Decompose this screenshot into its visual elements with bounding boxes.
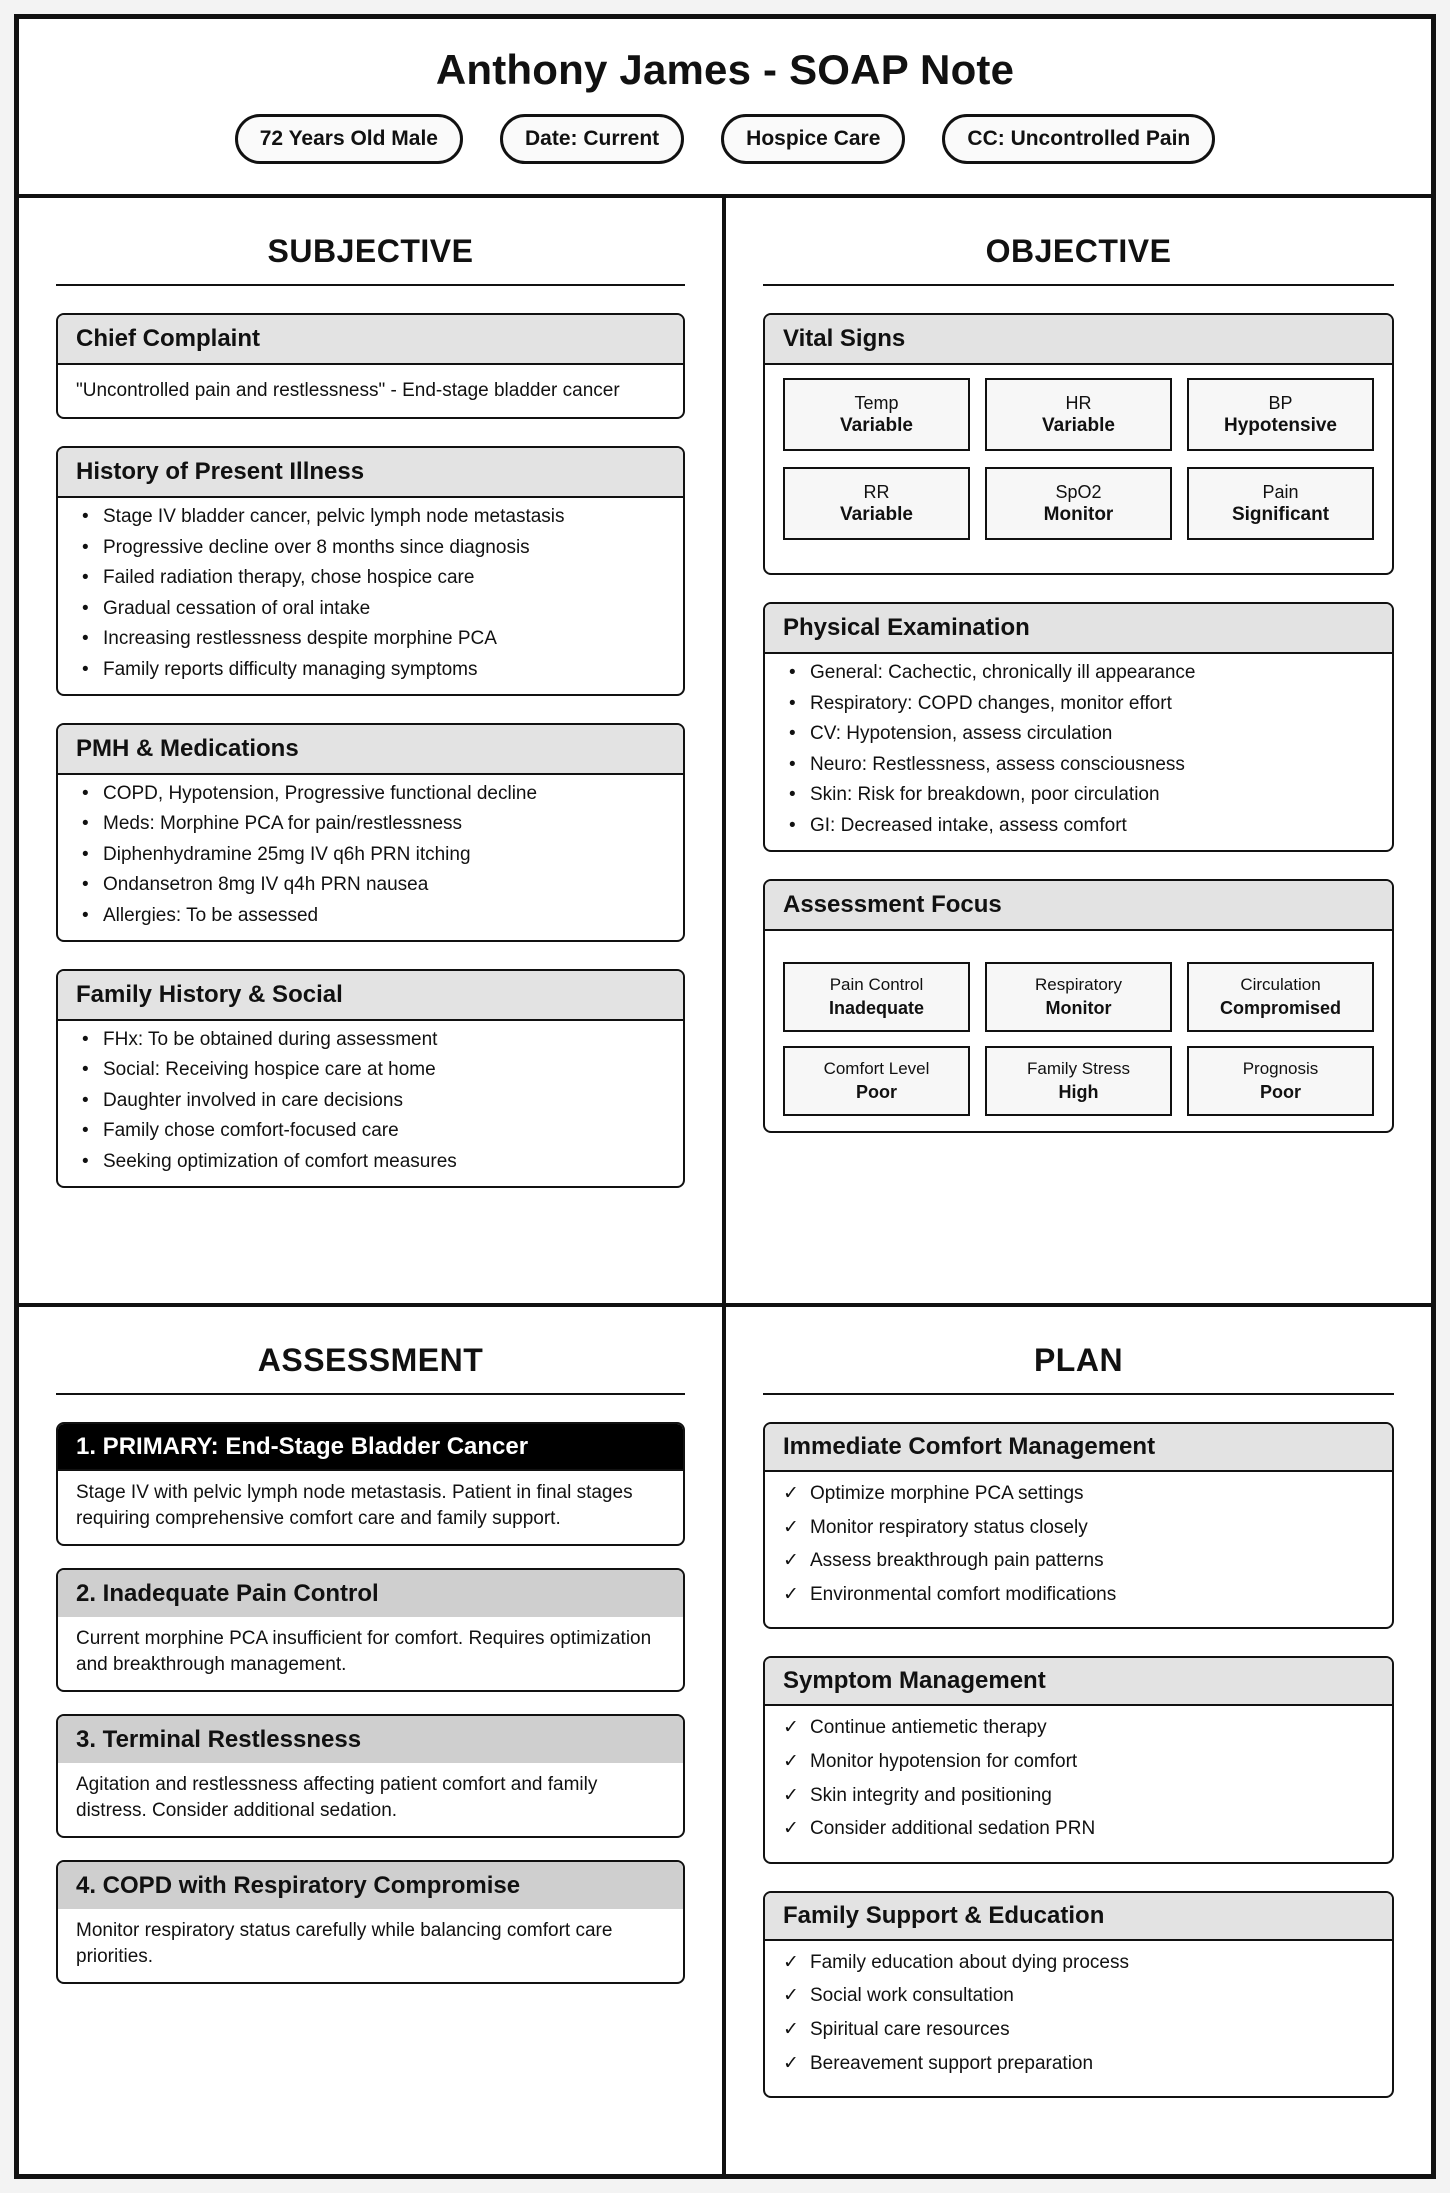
item-text: Social work consultation bbox=[810, 1985, 1014, 2007]
plan-heading: Family Support & Education bbox=[765, 1893, 1392, 1941]
check-icon: ✓ bbox=[783, 2052, 799, 2074]
tile-label: Temp bbox=[854, 392, 899, 413]
diagnosis-heading: 1. PRIMARY: End-Stage Bladder Cancer bbox=[58, 1424, 683, 1471]
tile-label: Pain bbox=[1262, 481, 1299, 502]
list-item: • CV: Hypotension, assess circulation bbox=[783, 719, 1374, 750]
list-item: • Progressive decline over 8 months since diagnosis bbox=[76, 533, 665, 564]
diagnosis-card bbox=[56, 1714, 685, 1838]
list-item: • Family chose comfort-focused care bbox=[76, 1116, 665, 1147]
tile-label: SpO2 bbox=[1055, 481, 1102, 502]
age-sex-pill: 72 Years Old Male bbox=[235, 114, 463, 164]
list-item: • General: Cachectic, chronically ill appearance bbox=[783, 658, 1374, 689]
tile-label: RR bbox=[863, 481, 890, 502]
focus-tile-pain-control bbox=[783, 962, 970, 1032]
page-title: Anthony James - SOAP Note bbox=[435, 46, 1015, 93]
plan-heading: Immediate Comfort Management bbox=[765, 1424, 1392, 1472]
focus-tile-family-stress bbox=[985, 1046, 1172, 1116]
family-social-list bbox=[76, 1025, 665, 1178]
list-item bbox=[783, 2047, 1374, 2081]
tile-value: Variable bbox=[1042, 414, 1115, 436]
soap-grid bbox=[19, 198, 1431, 2174]
tile-label: Circulation bbox=[1240, 974, 1321, 994]
check-icon: ✓ bbox=[783, 1483, 799, 1504]
check-icon: ✓ bbox=[783, 1516, 799, 1538]
list-item: • Neuro: Restlessness, assess consciousness bbox=[783, 750, 1374, 781]
vital-tile-rr bbox=[783, 467, 970, 540]
chief-complaint-pill: CC: Uncontrolled Pain bbox=[942, 114, 1215, 164]
list-item bbox=[783, 1711, 1374, 1745]
diagnosis-heading: 3. Terminal Restlessness bbox=[58, 1716, 683, 1763]
vital-tile-spo2 bbox=[985, 467, 1172, 540]
vital-tile-pain bbox=[1187, 467, 1374, 540]
tile-value: Variable bbox=[840, 414, 913, 436]
check-icon: ✓ bbox=[783, 1717, 799, 1739]
list-item: • Respiratory: COPD changes, monitor effort bbox=[783, 689, 1374, 720]
list-item: • Family reports difficulty managing symptoms bbox=[76, 655, 665, 686]
note-header bbox=[19, 19, 1431, 198]
assessment-focus-heading: Assessment Focus bbox=[765, 881, 1392, 931]
diagnosis-heading: 2. Inadequate Pain Control bbox=[58, 1570, 683, 1617]
list-item bbox=[783, 1745, 1374, 1779]
check-icon: ✓ bbox=[783, 2018, 799, 2040]
list-item bbox=[783, 1578, 1374, 1612]
list-item: • COPD, Hypotension, Progressive functional decline bbox=[76, 779, 665, 810]
list-item: • Ondansetron 8mg IV q4h PRN nausea bbox=[76, 870, 665, 901]
tile-value: Hypotensive bbox=[1224, 414, 1337, 436]
list-item bbox=[783, 1544, 1374, 1578]
plan-list bbox=[783, 1477, 1374, 1611]
item-text: Assess breakthrough pain patterns bbox=[810, 1550, 1104, 1572]
diagnosis-card bbox=[56, 1568, 685, 1692]
objective-title: OBJECTIVE bbox=[763, 233, 1394, 286]
check-icon: ✓ bbox=[783, 1818, 799, 1840]
item-text: Continue antiemetic therapy bbox=[810, 1717, 1047, 1739]
item-text: Consider additional sedation PRN bbox=[810, 1818, 1096, 1840]
pmh-heading: PMH & Medications bbox=[58, 725, 683, 775]
list-item: • Social: Receiving hospice care at home bbox=[76, 1055, 665, 1086]
tile-value: Poor bbox=[1259, 1081, 1301, 1102]
list-item bbox=[783, 2013, 1374, 2047]
plan-card-symptoms bbox=[763, 1656, 1394, 1863]
item-text: Bereavement support preparation bbox=[810, 2052, 1094, 2074]
list-item: • Daughter involved in care decisions bbox=[76, 1086, 665, 1117]
item-text: Spiritual care resources bbox=[810, 2018, 1010, 2040]
vital-tile-bp bbox=[1187, 378, 1374, 451]
soap-note-page bbox=[14, 14, 1436, 2179]
item-text: Environmental comfort modifications bbox=[810, 1583, 1117, 1605]
plan-card-family bbox=[763, 1891, 1394, 2098]
tile-value: Inadequate bbox=[828, 997, 925, 1018]
chief-complaint-text: "Uncontrolled pain and restlessness" - End-stage bladder cancer bbox=[76, 380, 620, 401]
assessment-focus-card bbox=[763, 879, 1394, 1133]
list-item: • FHx: To be obtained during assessment bbox=[76, 1025, 665, 1056]
hpi-heading: History of Present Illness bbox=[58, 448, 683, 498]
physical-exam-list bbox=[783, 658, 1374, 842]
subjective-section bbox=[19, 198, 722, 1303]
vital-tile-hr bbox=[985, 378, 1172, 451]
check-icon: ✓ bbox=[783, 1750, 799, 1772]
diagnosis-text: Agitation and restlessness affecting patient comfort and family distress. Consider additional sedation. bbox=[76, 1774, 598, 1821]
tile-value: Variable bbox=[840, 503, 913, 525]
hpi-card bbox=[56, 446, 685, 696]
list-item: • Increasing restlessness despite morphine PCA bbox=[76, 624, 665, 655]
subjective-title: SUBJECTIVE bbox=[56, 233, 685, 286]
pmh-card bbox=[56, 723, 685, 942]
check-icon: ✓ bbox=[783, 1583, 799, 1605]
tile-value: Compromised bbox=[1219, 997, 1342, 1018]
plan-list bbox=[783, 1946, 1374, 2080]
diagnosis-text: Current morphine PCA insufficient for comfort. Requires optimization and breakthrough management. bbox=[76, 1628, 652, 1675]
diagnosis-card bbox=[56, 1860, 685, 1984]
list-item bbox=[783, 1477, 1374, 1511]
list-item: • GI: Decreased intake, assess comfort bbox=[783, 811, 1374, 842]
list-item: • Gradual cessation of oral intake bbox=[76, 594, 665, 625]
diagnosis-heading: 4. COPD with Respiratory Compromise bbox=[58, 1862, 683, 1909]
tile-label: HR bbox=[1065, 392, 1092, 413]
tile-value: Monitor bbox=[1045, 997, 1112, 1018]
patient-info-pills bbox=[19, 114, 1431, 164]
focus-tile-circulation bbox=[1187, 962, 1374, 1032]
vital-signs-heading: Vital Signs bbox=[765, 315, 1392, 365]
date-pill: Date: Current bbox=[500, 114, 684, 164]
check-icon: ✓ bbox=[783, 1951, 799, 1973]
focus-tile-comfort-level bbox=[783, 1046, 970, 1116]
assessment-title: ASSESSMENT bbox=[56, 1342, 685, 1395]
item-text: Monitor hypotension for comfort bbox=[810, 1750, 1078, 1772]
check-icon: ✓ bbox=[783, 1784, 799, 1806]
item-text: Monitor respiratory status closely bbox=[810, 1516, 1088, 1538]
tile-value: High bbox=[1058, 1081, 1099, 1102]
list-item bbox=[783, 1812, 1374, 1846]
item-text: Skin integrity and positioning bbox=[810, 1784, 1052, 1806]
item-text: Family education about dying process bbox=[810, 1951, 1129, 1973]
assessment-focus-grid bbox=[765, 931, 1392, 1116]
tile-label: BP bbox=[1268, 392, 1293, 413]
check-icon: ✓ bbox=[783, 1985, 799, 2007]
pmh-list bbox=[76, 779, 665, 932]
physical-exam-card bbox=[763, 602, 1394, 852]
list-item: • Seeking optimization of comfort measures bbox=[76, 1147, 665, 1178]
list-item: • Diphenhydramine 25mg IV q6h PRN itching bbox=[76, 840, 665, 871]
physical-exam-heading: Physical Examination bbox=[765, 604, 1392, 654]
care-setting-pill: Hospice Care bbox=[721, 114, 905, 164]
list-item bbox=[783, 1779, 1374, 1813]
tile-value: Significant bbox=[1231, 503, 1330, 525]
diagnosis-text: Monitor respiratory status carefully while balancing comfort care priorities. bbox=[76, 1920, 613, 1967]
diagnosis-text: Stage IV with pelvic lymph node metastasis. Patient in final stages requiring comprehensive comfort care and family support. bbox=[76, 1482, 633, 1529]
objective-section bbox=[726, 198, 1431, 1303]
plan-heading: Symptom Management bbox=[765, 1658, 1392, 1706]
focus-tile-prognosis bbox=[1187, 1046, 1374, 1116]
hpi-list bbox=[76, 502, 665, 686]
vital-signs-grid bbox=[765, 365, 1392, 540]
chief-complaint-heading: Chief Complaint bbox=[58, 315, 683, 365]
tile-value: Monitor bbox=[1043, 503, 1114, 525]
plan-card-comfort bbox=[763, 1422, 1394, 1629]
family-social-heading: Family History & Social bbox=[58, 971, 683, 1021]
plan-title: PLAN bbox=[763, 1342, 1394, 1395]
item-text: Optimize morphine PCA settings bbox=[810, 1483, 1084, 1504]
tile-label: Prognosis bbox=[1242, 1058, 1319, 1078]
tile-label: Family Stress bbox=[1027, 1058, 1130, 1078]
vital-tile-temp bbox=[783, 378, 970, 451]
vital-signs-card bbox=[763, 313, 1394, 575]
tile-label: Respiratory bbox=[1035, 974, 1122, 994]
list-item bbox=[783, 1511, 1374, 1545]
list-item: • Stage IV bladder cancer, pelvic lymph node metastasis bbox=[76, 502, 665, 533]
list-item bbox=[783, 1979, 1374, 2013]
plan-list bbox=[783, 1711, 1374, 1845]
check-icon: ✓ bbox=[783, 1550, 799, 1572]
list-item bbox=[783, 1946, 1374, 1980]
tile-label: Comfort Level bbox=[823, 1058, 930, 1078]
assessment-section bbox=[19, 1307, 722, 2184]
diagnosis-card-primary bbox=[56, 1422, 685, 1546]
list-item: • Meds: Morphine PCA for pain/restlessness bbox=[76, 809, 665, 840]
tile-value: Poor bbox=[855, 1081, 897, 1102]
list-item: • Skin: Risk for breakdown, poor circulation bbox=[783, 780, 1374, 811]
chief-complaint-card bbox=[56, 313, 685, 419]
plan-section bbox=[726, 1307, 1431, 2184]
list-item: • Failed radiation therapy, chose hospice care bbox=[76, 563, 665, 594]
family-social-card bbox=[56, 969, 685, 1188]
tile-label: Pain Control bbox=[829, 974, 924, 994]
list-item: • Allergies: To be assessed bbox=[76, 901, 665, 932]
focus-tile-respiratory bbox=[985, 962, 1172, 1032]
